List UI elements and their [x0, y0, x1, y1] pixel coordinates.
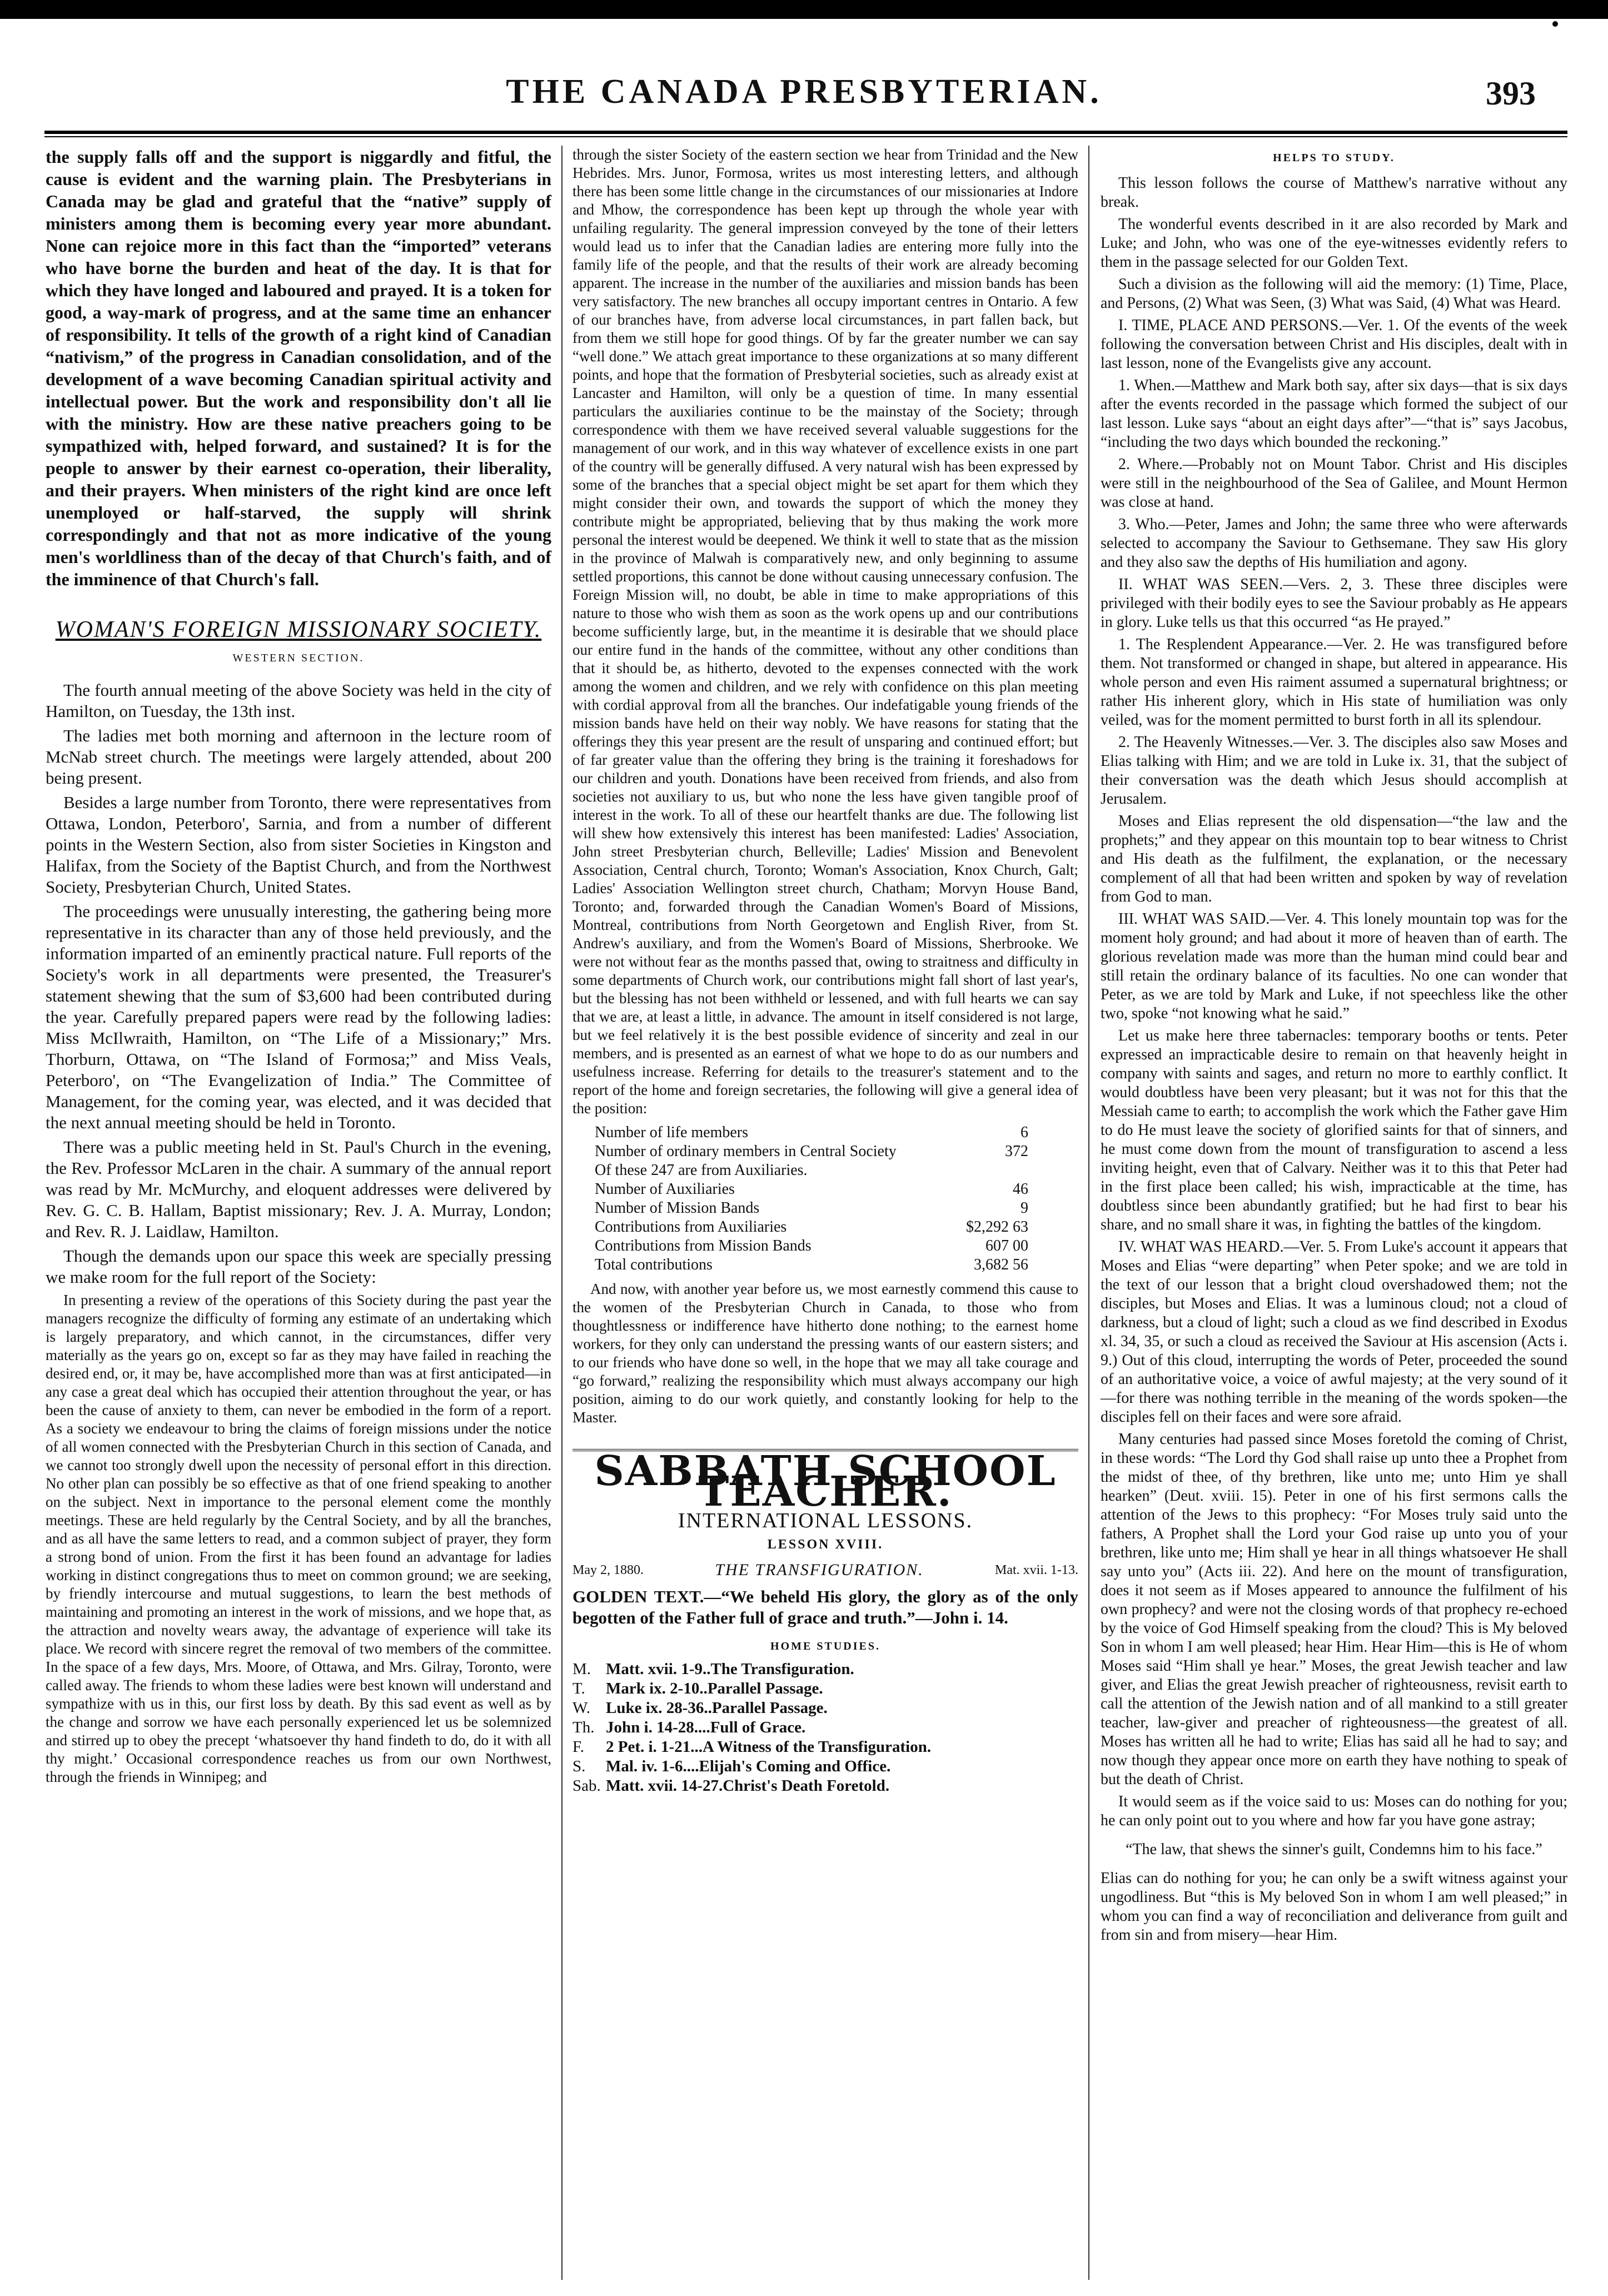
golden-text: GOLDEN TEXT.—“We beheld His glory, the glory as of the only begotten of the Father full of grace and truth.”—John i. 14.: [572, 1586, 1078, 1627]
lessons-heading: INTERNATIONAL LESSONS.: [678, 1509, 973, 1532]
stat-value: 9: [1020, 1199, 1028, 1217]
home-studies-heading: HOME STUDIES.: [770, 1640, 880, 1652]
sabbath-school-section: [572, 1449, 1078, 1581]
stat-label: Of these 247 are from Auxiliaries.: [595, 1162, 808, 1179]
study-text: Mark ix. 2-10..Parallel Passage.: [606, 1680, 823, 1697]
paragraph: II. WHAT WAS SEEN.—Vers. 2, 3. These three disciples were privileged with their bodily eyes to see the Saviour probably as He appears in glory. Luke tells us that this occurred “as He prayed.”: [1101, 575, 1567, 631]
lesson-info: [572, 1560, 1078, 1581]
paragraph: 1. The Resplendent Appearance.—Ver. 2. He was transfigured before them. Not transformed or changed in shape, but altered in appearance. His whole person and even His raiment assumed a supernatural brightness; or rather His inherent glory, which in His state of humiliation was only veiled, was for the moment permitted to burst forth in all its splendour.: [1101, 635, 1567, 729]
paragraph: The fourth annual meeting of the above Society was held in the city of Hamilton, on Tuesday, the 13th inst.: [46, 680, 551, 721]
masthead: [0, 67, 1608, 128]
paragraph: Such a division as the following will aid the memory: (1) Time, Place, and Persons, (2) What was Seen, (3) What was Said, (4) What was Heard.: [1101, 275, 1567, 312]
page-title: THE CANADA PRESBYTERIAN.: [506, 73, 1102, 111]
study-row: [572, 1699, 1078, 1718]
corner-dot: [1552, 21, 1558, 27]
top-border: [0, 0, 1608, 19]
study-text: John i. 14-28....Full of Grace.: [606, 1719, 806, 1736]
study-day: Sab.: [572, 1777, 601, 1795]
header-rule: [44, 131, 1567, 134]
section-subtitle: WESTERN SECTION.: [232, 652, 365, 664]
study-row: [572, 1737, 1078, 1757]
stat-value: 46: [1013, 1181, 1028, 1198]
paragraph: Besides a large number from Toronto, there were representatives from Ottawa, London, Peterboro', Sarnia, and from a number of different points in the Western Section, also from sister Societies in Kingston and Halifax, from the Society of the Baptist Church, and from the Northwest Society, Presbyterian Church, United States.: [46, 792, 551, 897]
study-text: Luke ix. 28-36..Parallel Passage.: [606, 1699, 828, 1717]
lesson-number: LESSON XVIII.: [767, 1537, 884, 1552]
paragraph: It would seem as if the voice said to us: Moses can do nothing for you; he can only point out to you where and how far you have gone astray;: [1101, 1792, 1567, 1829]
study-text: Matt. xvii. 1-9..The Transfiguration.: [606, 1660, 854, 1678]
paragraph: 1. When.—Matthew and Mark both say, after six days—that is six days after the events recorded in the passage which formed the subject of our last lesson. Luke says “about an eight days after”—“that is” says Jacobus, “including the two days which bounded the reckoning.”: [1101, 376, 1567, 451]
meeting-report: [46, 680, 551, 1288]
study-day: W.: [572, 1699, 590, 1717]
helps-heading: HELPS TO STUDY.: [1273, 152, 1395, 164]
lesson-reference: Mat. xvii. 1-13.: [995, 1563, 1078, 1577]
stat-value: $2,292 63: [966, 1218, 1028, 1236]
column-divider: [1088, 146, 1089, 2280]
page-number: 393: [1486, 75, 1536, 112]
paragraph: The proceedings were unusually interesting, the gathering being more representative in its character than any of those held previously, and the information imparted of an eminently practical nature. Full reports of the Society's work in all departments were presented, the Treasurer's statement shewing that the sum of $3,600 had been contributed during the year. Carefully prepared papers were read by the following ladies: Miss McIlwraith, Hamilton, on “The Life of a Missionary;” Mrs. Thorburn, Ottawa, on “The Island of Formosa;” and Miss Veals, Peterboro', on “The Evangelization of India.” The Committee of Management, for the coming year, was elected, and it was decided that the next annual meeting should be held in Toronto.: [46, 901, 551, 1132]
stat-label: Contributions from Auxiliaries: [595, 1218, 787, 1236]
paragraph: In presenting a review of the operations of this Society during the past year the managers recognize the difficulty of forming any estimate of an undertaking which is largely preparatory, and which cannot, in the circumstances, differ very materially as the years go on, except so far as they may have failed in reaching the desired end, or, it may be, have accomplished more than was at first anticipated—in any case a great deal which has occupied their attention throughout the year, or has been the cause of anxiety to them, can never be embodied in the form of a report. As a society we endeavour to bring the claims of foreign missions under the notice of all women connected with the Presbyterian Church in this section of Canada, and we cannot too strongly dwell upon the necessity of personal effort in this direction. No other plan can possibly be so effective as that of one friend speaking to another on the subject. Next in importance to the personal element come the monthly meetings. These are held regularly by the Central Society, and by all the branches, and as all have the same letters to read, and a common subject of prayer, they form a strong bond of union. From the first it has been found an advantage for ladies working in distinct congregations thus to meet on common ground; we are seeking, by friendly intercourse and mutual suggestions, to learn the best methods of maintaining and promoting an interest in the work of missions, and we hope that, as the attraction and novelty wears away, the advantage of experience will take its place. We record with sincere regret the removal of two members of the committee. In the space of a few days, Mrs. Moore, of Ottawa, and Mrs. Gilray, Toronto, were called away. The friends to whom these ladies were best known will understand and sympathize with us in this, our first loss by death. By this sad event as well as by the change and sorrow we have each personally experienced let us be solemnized and stirred up to obey the precept ‘whatsoever thy hand findeth to do, do it with all thy might.’ Occasional correspondence reaches us from our own Northwest, through the friends in Winnipeg; and: [46, 1291, 551, 1785]
stat-row: [595, 1237, 1028, 1256]
paragraph: through the sister Society of the eastern section we hear from Trinidad and the New Hebrides. Mrs. Junor, Formosa, writes us most interesting letters, and although there has been some little change in the circumstances of our missionaries at Indore and Mhow, the correspondence has been kept up through the whole year with unfailing regularity. The general impression conveyed by the tone of their letters would lead us to infer that the Canadian ladies are entering more fully into the family life of the people, and that the results of their work are already becoming apparent. The increase in the number of the auxiliaries and mission bands has been very satisfactory. The new branches all occupy important centres in Ontario. A few of our branches have, from adverse local circumstances, in part fallen back, but from them we still hope for good things. Of by far the greater number we can say “well done.” We attach great importance to these organizations at so many different points, and hope that the formation of Presbyterial societies, such as already exist at Lancaster and Hamilton, will only be a question of time. In many essential particulars the auxiliaries continue to be the mainstay of the Society; through correspondence with them we have received several valuable suggestions for the management of our work, and in this way whatever of excellence exists in one part of the country will be generally diffused. A very natural wish has been expressed by some of the branches that a special object might be set apart for them which they might consider their own, and towards the support of which the money they contribute might be appropriated, believing that by thus making the work more personal the interest would be deepened. We think it well to state that as the mission in the province of Malwah is comparatively new, and only beginning to assume settled proportions, this cannot be done without causing unnecessary confusion. The Foreign Mission will, no doubt, be able in time to make appropriations of this nature to those who wish them as soon as the work opens up and our contributions become sufficiently large, but, in the meantime it is desirable that we should place our entire fund in the hands of the committee, without any other conditions than that it should be, as hitherto, devoted to the expenses connected with the work among the women and children, and we rely with confidence on this plan meeting with cordial approval from all the branches. Our indefatigable young friends of the mission bands have held on their way nobly. We have reasons for stating that the offerings they this year present are the result of unsparing and continued effort; but of far greater value than the offering they bring is the training it foreshadows for our children and youth. Donations have been received from friends, and also from societies not auxiliary to us, but who none the less have given tangible proof of interest in the work. To all of these our heartfelt thanks are due. The following list will shew how extensively this interest has been manifested: Ladies' Association, John street Presbyterian church, Belleville; Ladies' Mission and Benevolent Association, Central church, Toronto; Woman's Association, Knox Church, Galt; Ladies' Association Wellington street church, Chatham; Morvyn House Band, Toronto; and, forwarded through the Canadian Women's Board of Missions, Montreal, contributions from North Georgetown and English River, from St. Andrew's auxiliary, and from the Women's Board of Missions, Sherbrooke. We were not without fear as the months passed that, owing to straitness and difficulty in some departments of Church work, our contributions might fall short of last year's, but the blessing has not been withheld or lessened, and with full hearts we can say that we are, at least a little, in advance. The amount in itself considered is not large, but we feel relatively it is the best possible evidence of sincerity and zeal in our members, and is presented as an earnest of what we hope to do as our numbers and usefulness increase. Referring for details to the treasurer's statement and to the report of the home and foreign secretaries, the following will give a general idea of the position:: [572, 146, 1078, 1117]
society-report-continued: [572, 146, 1078, 1118]
stat-row: [595, 1218, 1028, 1237]
study-row: [572, 1679, 1078, 1699]
lead-article: [46, 146, 551, 590]
stat-label: Total contributions: [595, 1256, 713, 1273]
header-rule-thin: [44, 136, 1567, 137]
society-report: [46, 1291, 551, 1786]
column-divider: [561, 146, 562, 2280]
stat-row: [595, 1180, 1028, 1199]
paragraph: I. TIME, PLACE AND PERSONS.—Ver. 1. Of the events of the week following the conversation between Christ and His disciples, dealt with in last lesson, none of the Evangelists give any account.: [1101, 316, 1567, 372]
study-row: [572, 1660, 1078, 1679]
study-row: [572, 1757, 1078, 1776]
paragraph: 2. The Heavenly Witnesses.—Ver. 3. The disciples also saw Moses and Elias talking with Him; and we are told in Luke ix. 31, that the subject of their conversation was the death which Jesus should accomplish at Jerusalem.: [1101, 733, 1567, 808]
stat-row: [595, 1161, 1028, 1180]
section-banner: SABBATH SCHOOL TEACHER.: [594, 1447, 1057, 1516]
study-text: Mal. iv. 1-6....Elijah's Coming and Office.: [606, 1757, 891, 1775]
stat-row: [595, 1256, 1028, 1274]
paragraph: Though the demands upon our space this week are specially pressing we make room for the full report of the Society:: [46, 1246, 551, 1287]
stat-value: 607 00: [985, 1237, 1028, 1254]
study-day: M.: [572, 1660, 591, 1678]
study-text: Matt. xvii. 14-27.Christ's Death Foretold.: [606, 1777, 890, 1795]
paragraph: Let us make here three tabernacles: temporary booths or tents. Peter expressed an impracticable desire to remain on that heavenly height in company with saints and sages, and return no more to earthly conflict. It would doubtless have been very pleasant; but it was not for this that the Messiah came to earth; to accomplish the work which the Father gave Him to do He must leave the society of glorified saints for that of sinners, and he must come down from the mount of transfiguration to ascend a less inviting height, even that of Calvary. Neither was it to this that Peter had in the first place been called; his wish, impracticable at the time, has doubtless since been abundantly gratified; but he had first to bear his share, and no small share it was, in fighting the battles of the kingdom.: [1101, 1027, 1567, 1233]
home-studies-list: [572, 1660, 1078, 1796]
paragraph: Moses and Elias represent the old dispensation—“the law and the prophets;” and they appear on this mountain top to bear witness to Christ and His death as the fulfilment, the explanation, or the necessary complement of all that had been written and spoken by way of revelation from God to man.: [1101, 812, 1567, 905]
column-1: [46, 146, 551, 1790]
stat-row: [595, 1123, 1028, 1142]
stat-value: 6: [1020, 1124, 1028, 1141]
study-day: S.: [572, 1757, 586, 1775]
stat-label: Number of Mission Bands: [595, 1199, 760, 1217]
study-day: Th.: [572, 1719, 595, 1736]
paragraph: Elias can do nothing for you; he can only be a swift witness against your ungodliness. But “this is My beloved Son in whom I am well pleased;” in whom you can find a way of reconciliation and deliverance from guilt and from sin and from misery—hear Him.: [1101, 1869, 1567, 1944]
lead-paragraph: the supply falls off and the support is niggardly and fitful, the cause is evident and the warning plain. The Presbyterians in Canada may be glad and grateful that the “native” supply of ministers among them is becoming every year more abundant. None can rejoice more in this fact than the “imported” veterans who have borne the burden and heat of the day. It is that for which they have longed and laboured and prayed. It is a token for good, a way-mark of progress, and at the same time an enhancer of responsibility. It tells of the growth of a right kind of Canadian “nativism,” of the progress in Canadian consolidation, and of the development of a wave becoming Canadian spiritual activity and intellectual power. But the work and responsibility don't all lie with the ministry. How are these native preachers going to be sympathized with, helped forward, and sustained? It is for the people to answer by their earnest co-operation, their liberality, and their prayers. When ministers of the right kind are once left unemployed or half-starved, the supply will shrink correspondingly and that not as more indicative of the young men's worldliness than of the decay of that Church's faith, and of the imminence of that Church's fall.: [46, 147, 551, 589]
stat-label: Contributions from Mission Bands: [595, 1237, 812, 1254]
closing-paragraph-block: [572, 1280, 1078, 1427]
paragraph: IV. WHAT WAS HEARD.—Ver. 5. From Luke's account it appears that Moses and Elias “were departing” when Peter spoke; and we are told in the text of our lesson that a bright cloud overshadowed them; not the disciples, but Moses and Elias. It was a luminous cloud; not a cloud of darkness, but a cloud of light; such a cloud as we find described in Exodus xl. 34, 35, or such a cloud as received the Saviour at His ascension (Acts i. 9.) Out of this cloud, interrupting the words of Peter, proceeded the sound of an authoritative voice, a voice of awful majesty; at the very sound of it—for there was nothing terrible in the meaning of the words spoken—the disciples fell on their faces and were sore afraid.: [1101, 1238, 1567, 1426]
study-day: F.: [572, 1738, 585, 1756]
study-row: [572, 1718, 1078, 1737]
paragraph: 2. Where.—Probably not on Mount Tabor. Christ and His disciples were still in the neighbourhood of the Sea of Galilee, and Mount Hermon was close at hand.: [1101, 455, 1567, 511]
stat-row: [595, 1142, 1028, 1161]
stat-label: Number of life members: [595, 1124, 749, 1141]
stat-value: [923, 1161, 1028, 1180]
stat-value: 3,682 56: [974, 1256, 1028, 1273]
paragraph: Many centuries had passed since Moses foretold the coming of Christ, in these words: “The Lord thy God shall raise up unto thee a Prophet from the midst of thee, of thy brethren, like unto me; unto Him ye shall hearken” (Deut. xviii. 15). Peter in one of his first sermons calls the attention of the Jews to this prophecy: “For Moses truly said unto the fathers, A Prophet shall the Lord your God raise up unto you of your brethren, like unto me; Him shall ye hear in all things whatsoever He shall say unto you” (Acts iii. 22). And here on the mount of transfiguration, does it not seem as if Moses appeared to announce the fulfilment of his own prophecy? and were not the closing words of that prophecy re-echoed by the voice of God Himself speaking from the cloud? This is My beloved Son in whom I am well pleased; hear Him. Hear Him—this is He of whom Moses said “Him shall ye hear.” Moses, the great Jewish teacher and law giver, and Elias the great Jewish preacher of righteousness, revisit earth to call the attention of the Jewish nation and of all mankind to a still greater teacher, law-giver and preacher of righteousness—the greatest of all. Moses has written all he had to write; Elias has said all he had to say; and now though they appear once more on earth they have nothing to speak of but the death of Christ.: [1101, 1430, 1567, 1788]
stat-row: [595, 1199, 1028, 1218]
study-day: T.: [572, 1680, 585, 1697]
stat-value: 372: [1005, 1143, 1028, 1160]
study-text: 2 Pet. i. 1-21...A Witness of the Transfiguration.: [606, 1738, 932, 1756]
column-3: [1101, 146, 1567, 1948]
lesson-date: May 2, 1880.: [572, 1563, 644, 1577]
paragraph: There was a public meeting held in St. Paul's Church in the evening, the Rev. Professor McLaren in the chair. A summary of the annual report was read by Mr. McMurchy, and eloquent addresses were delivered by Rev. G. C. B. Hallam, Baptist missionary; Rev. J. A. Murray, London; and Rev. R. J. Laidlaw, Hamilton.: [46, 1137, 551, 1241]
lesson-title: THE TRANSFIGURATION.: [715, 1561, 924, 1579]
stat-label: Number of Auxiliaries: [595, 1181, 735, 1198]
column-2: [572, 146, 1078, 1796]
study-row: [572, 1776, 1078, 1796]
section-title: WOMAN'S FOREIGN MISSIONARY SOCIETY.: [55, 617, 542, 643]
paragraph: And now, with another year before us, we most earnestly commend this cause to the women of the Presbyterian Church in Canada, to those who from thoughtlessness or indifference have hitherto done nothing; to the earnest home workers, for they only can understand the pressing wants of our eastern sisters; and to our friends who have done so well, in the hope that we may all take courage and “go forward,” realizing the responsibility which must always accompany our high position, aiming to do our work quietly, and constantly looking for help to the Master.: [572, 1281, 1078, 1426]
paragraph: This lesson follows the course of Matthew's narrative without any break.: [1101, 174, 1567, 211]
paragraph: The ladies met both morning and afternoon in the lecture room of McNab street church. The meetings were largely attended, about 200 being present.: [46, 725, 551, 788]
statistics-table: [595, 1123, 1078, 1274]
paragraph: 3. Who.—Peter, James and John; the same three who were afterwards selected to accompany the Saviour to Gethsemane. They saw His glory and they also saw the depths of His humiliation and agony.: [1101, 515, 1567, 571]
paragraph: The wonderful events described in it are also recorded by Mark and Luke; and John, who was one of the eye-witnesses evidently refers to them in the passage selected for our Golden Text.: [1101, 215, 1567, 271]
verse-quote: “The law, that shews the sinner's guilt, Condemns him to his face.”: [1126, 1840, 1542, 1858]
stat-label: Number of ordinary members in Central Society: [595, 1143, 897, 1160]
paragraph: III. WHAT WAS SAID.—Ver. 4. This lonely mountain top was for the moment holy ground; and had about it more of heaven than of earth. The glorious revelation made was more than the human mind could bear and still retain the ordinary balance of its faculties. No one can wonder that Peter, as we are told by Mark and Luke, if not speechless like the other two, spoke “not knowing what he said.”: [1101, 910, 1567, 1022]
